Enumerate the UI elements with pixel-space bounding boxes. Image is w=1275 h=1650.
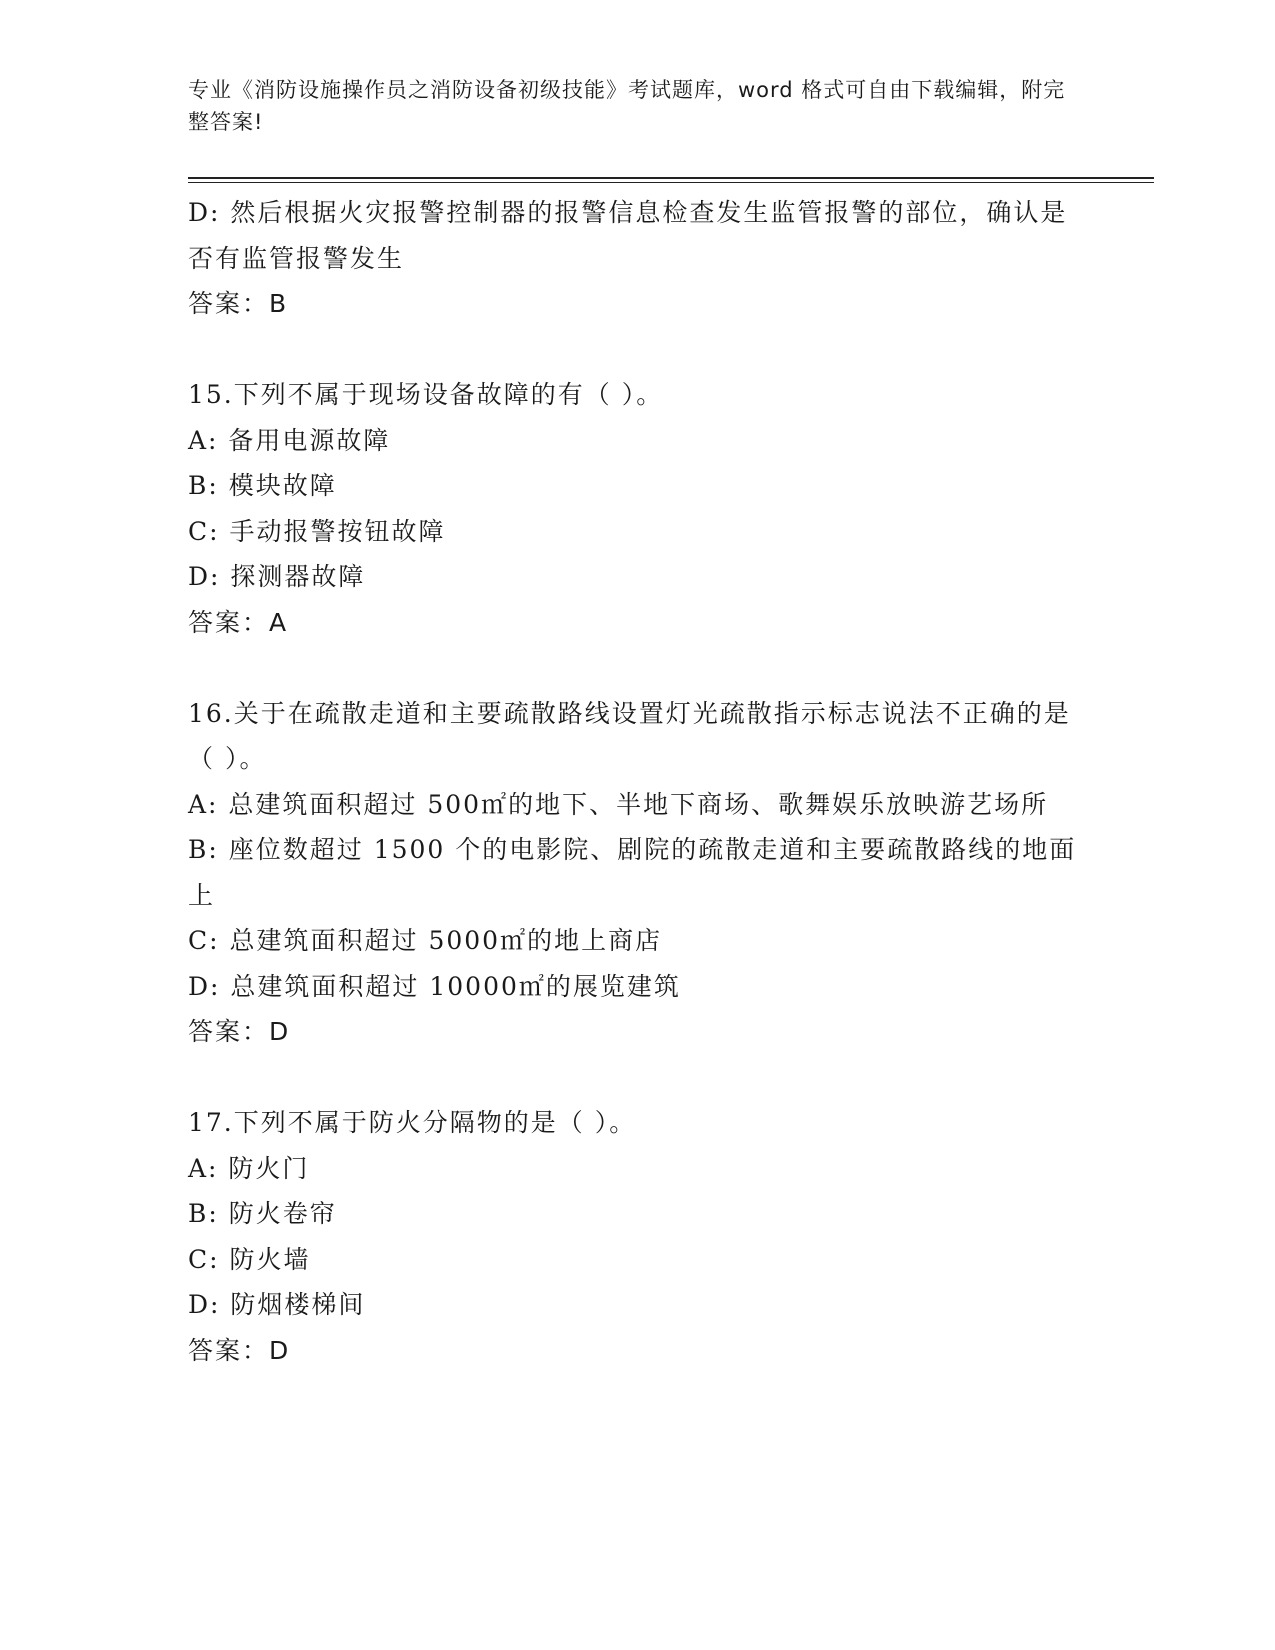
option-a: A: 总建筑面积超过 500㎡的地下、半地下商场、歌舞娱乐放映游艺场所 [188,789,1049,819]
option-b: B: 模块故障 [188,471,337,500]
question-stem: 17.下列不属于防火分隔物的是（ ）。 [188,1108,637,1137]
option-a: A: 备用电源故障 [188,425,391,455]
answer-line: 答案：A [188,607,289,637]
spacer [188,645,1088,691]
document-header: 专业《消防设施操作员之消防设备初级技能》考试题库，word 格式可自由下载编辑，附完整答案! [188,78,1066,134]
option-c: C: 手动报警按钮故障 [188,516,446,546]
question-15 [188,372,1088,645]
option-d: D: 然后根据火灾报警控制器的报警信息检查发生监管报警的部位，确认是否有监管报警发生 [188,198,1068,273]
answer-line: 答案：D [188,1017,291,1046]
carryover-question [188,190,1088,327]
question-16 [188,691,1088,1055]
question-stem: 15.下列不属于现场设备故障的有（ ）。 [188,380,664,409]
header-rule-thick [188,177,1154,179]
header-rule-thin [188,182,1154,183]
option-d: D: 探测器故障 [188,562,366,591]
spacer [188,1055,1088,1101]
spacer [188,327,1088,373]
option-c: C: 防火墙 [188,1244,311,1274]
option-d: D: 防烟楼梯间 [188,1290,366,1319]
answer-line: 答案：B [188,289,289,318]
option-c: C: 总建筑面积超过 5000㎡的地上商店 [188,926,663,955]
option-a: A: 防火门 [188,1153,310,1183]
question-stem: 16.关于在疏散走道和主要疏散路线设置灯光疏散指示标志说法不正确的是（ ）。 [188,698,1071,773]
option-b: B: 防火卷帘 [188,1199,337,1228]
question-17 [188,1100,1088,1373]
question-content [188,190,1088,1373]
option-b: B: 座位数超过 1500 个的电影院、剧院的疏散走道和主要疏散路线的地面上 [188,835,1077,910]
answer-line: 答案：D [188,1335,291,1365]
option-d: D: 总建筑面积超过 10000㎡的展览建筑 [188,971,681,1001]
